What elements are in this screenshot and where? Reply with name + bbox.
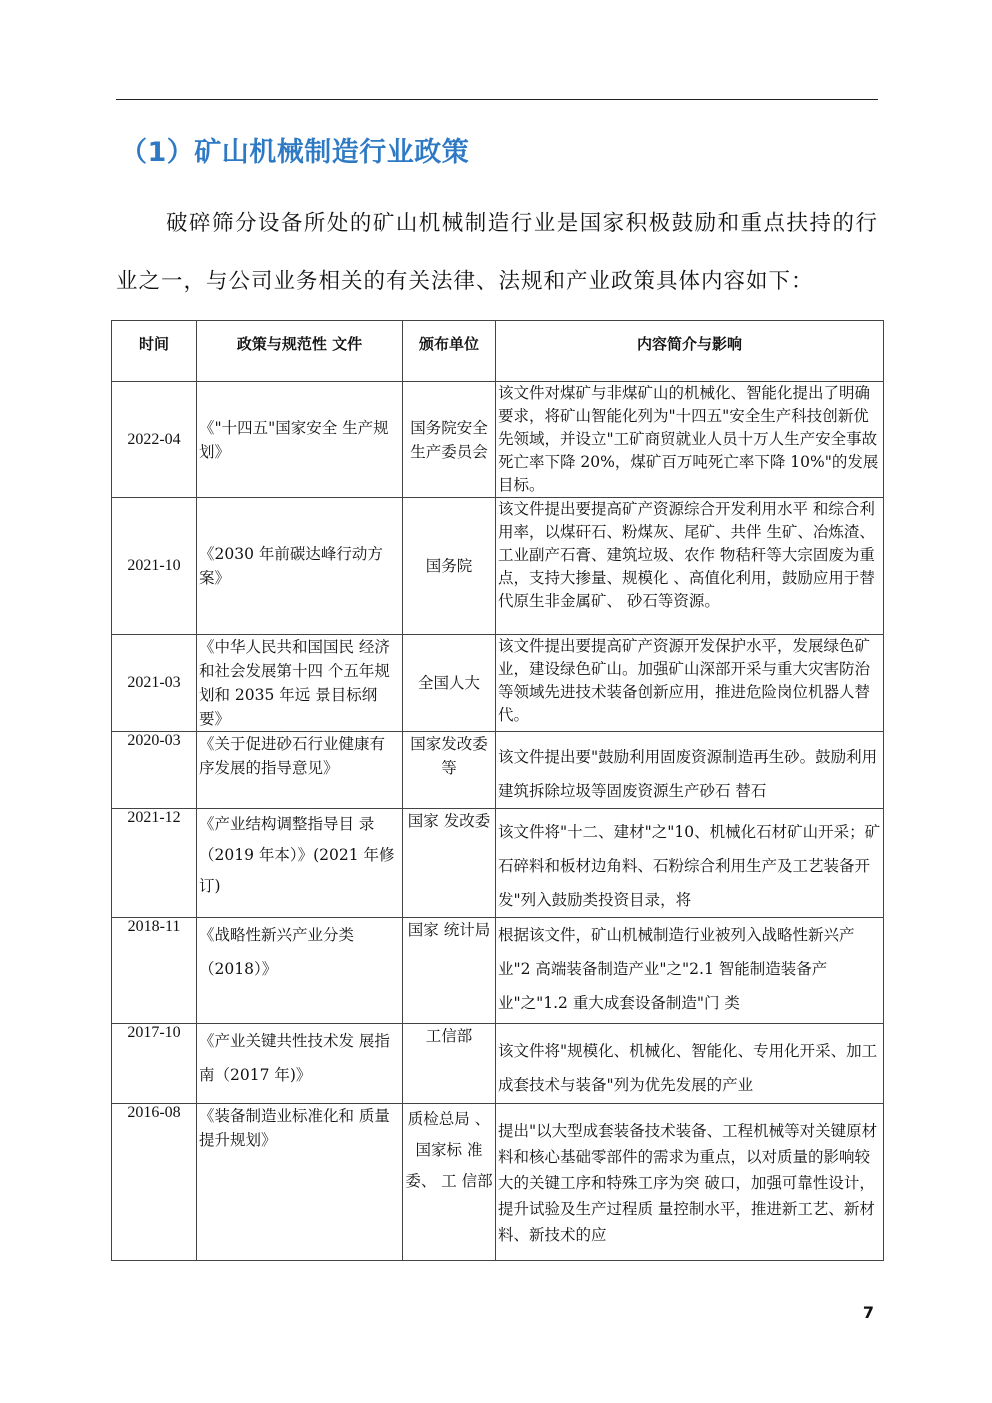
row-issuer: 国务院安全生产委员会: [403, 382, 496, 498]
row-policy: 《装备制造业标准化和 质量提升规划》: [197, 1104, 403, 1261]
row-content: 该文件提出要提高矿产资源综合开发利用水平 和综合利用率，以煤矸石、粉煤灰、尾矿、共伴 生矿、冶炼渣、工业副产石膏、建筑垃圾、农作 物秸秆等大宗固废为重点，支持大掺量、规模化 、高值化利用，鼓励应用于替代原生非金属矿、 砂石等资源。: [496, 498, 884, 635]
header-policy: 政策与规范性 文件: [197, 321, 403, 382]
table-row: [112, 732, 884, 809]
row-content: 该文件提出要"鼓励利用固废资源制造再生砂。鼓励利用建筑拆除垃圾等固废资源生产砂石 替石: [496, 732, 884, 809]
row-policy: 《产业结构调整指导目 录（2019 年本）》(2021 年修订): [197, 809, 403, 918]
row-issuer: 国家发改委等: [403, 732, 496, 809]
row-date: 2016-08: [112, 1104, 197, 1261]
row-issuer: 工信部: [403, 1024, 496, 1104]
row-date: 2018-11: [112, 918, 197, 1024]
row-issuer: 国家 统计局: [403, 918, 496, 1024]
row-content: 该文件将"十二、建材"之"10、机械化石材矿山开采；矿石碎料和板材边角料、石粉综合利用生产及工艺装备开发"列入鼓励类投资目录，将: [496, 809, 884, 918]
header-content: 内容简介与影响: [496, 321, 884, 382]
table-row: [112, 635, 884, 732]
row-content: 该文件对煤矿与非煤矿山的机械化、智能化提出了明确要求，将矿山智能化列为"十四五"安全生产科技创新优先领域，并设立"工矿商贸就业人员十万人生产安全事故死亡率下降 20%，煤矿百万吨死亡率下降 10%"的发展目标。: [496, 382, 884, 498]
table-row: [112, 382, 884, 498]
row-date: 2021-10: [112, 498, 197, 635]
row-policy: 《"十四五"国家安全 生产规划》: [197, 382, 403, 498]
table-row: [112, 1104, 884, 1261]
header-date: 时间: [112, 321, 197, 382]
row-date: 2017-10: [112, 1024, 197, 1104]
row-policy: 《2030 年前碳达峰行动方案》: [197, 498, 403, 635]
row-date: 2020-03: [112, 732, 197, 809]
row-policy: 《中华人民共和国国民 经济和社会发展第十四 个五年规划和 2035 年远 景目标纲要》: [197, 635, 403, 732]
row-issuer: 质检总局 、国家标 准委、 工 信部: [403, 1104, 496, 1261]
table-row: [112, 1024, 884, 1104]
table-row: [112, 918, 884, 1024]
row-policy: 《战略性新兴产业分类（2018）》: [197, 918, 403, 1024]
row-content: 该文件将"规模化、机械化、智能化、专用化开采、加工成套技术与装备"列为优先发展的产业: [496, 1024, 884, 1104]
table-row: [112, 809, 884, 918]
row-date: 2022-04: [112, 382, 197, 498]
header-issuer: 颁布单位: [403, 321, 496, 382]
row-content: 根据该文件，矿山机械制造行业被列入战略性新兴产业"2 高端装备制造产业"之"2.1 智能制造装备产业"之"1.2 重大成套设备制造"门 类: [496, 918, 884, 1024]
row-content: 该文件提出要提高矿产资源开发保护水平，发展绿色矿业，建设绿色矿山。加强矿山深部开采与重大灾害防治等领域先进技术装备创新应用，推进危险岗位机器人替代。: [496, 635, 884, 732]
row-policy: 《关于促进砂石行业健康有序发展的指导意见》: [197, 732, 403, 809]
row-policy: 《产业关键共性技术发 展指南（2017 年)》: [197, 1024, 403, 1104]
row-issuer: 国家 发改委: [403, 809, 496, 918]
row-issuer: 国务院: [403, 498, 496, 635]
row-date: 2021-03: [112, 635, 197, 732]
row-date: 2021-12: [112, 809, 197, 918]
intro-paragraph: 破碎筛分设备所处的矿山机械制造行业是国家积极鼓励和重点扶持的行业之一，与公司业务相关的有关法律、法规和产业政策具体内容如下：: [116, 211, 878, 294]
section-title: （1）矿山机械制造行业政策: [120, 137, 470, 168]
page-number: 7: [862, 1303, 874, 1322]
table-row: [112, 498, 884, 635]
row-content: 提出"以大型成套装备技术装备、工程机械等对关键原材料和核心基础零部件的需求为重点，以对质量的影响较大的关键工序和特殊工序为突 破口，加强可靠性设计，提升试验及生产过程质 量控制水平，推进新工艺、新材料、新技术的应: [496, 1104, 884, 1261]
table-header-row: [112, 321, 884, 382]
row-issuer: 全国人大: [403, 635, 496, 732]
policy-table: [111, 320, 884, 1261]
header-rule: [116, 99, 878, 100]
